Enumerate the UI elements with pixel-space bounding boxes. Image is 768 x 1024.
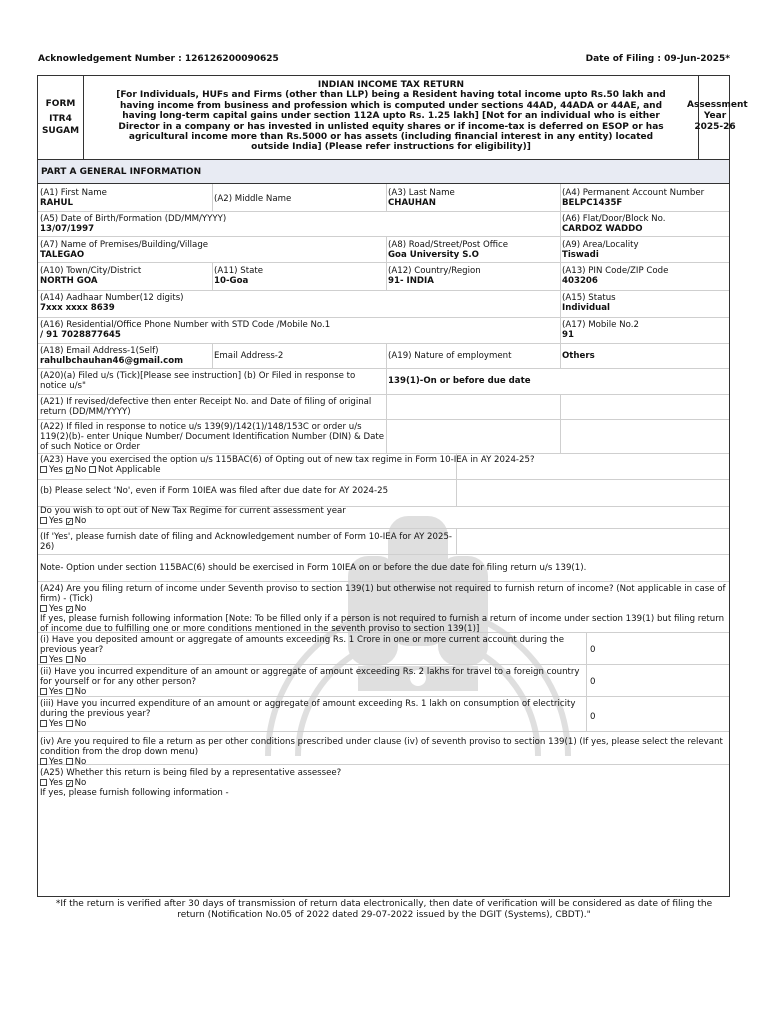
- premises-value: TALEGAO: [40, 250, 85, 260]
- title-line: having long-term capital gains under section 112A upto Rs. 1.25 lakh] [Not for an individual who is either: [122, 111, 660, 122]
- email1-cell: [38, 345, 212, 367]
- condition-ii-options: [40, 687, 584, 697]
- town-cell: [38, 265, 212, 287]
- top-bar: [38, 54, 730, 68]
- field-label: (A19) Nature of employment: [388, 351, 512, 361]
- dob-value: 13/07/1997: [40, 224, 95, 234]
- title-line: agricultural income more than Rs.5000 or has assets (including financial interest in any entity) located: [128, 132, 654, 143]
- ay-label: Year: [703, 111, 727, 121]
- condition-iii-value: 0: [590, 712, 596, 722]
- form-code: ITR4: [49, 114, 72, 124]
- option-label: Yes: [49, 604, 63, 614]
- title-line: having income from business and profession which is computed under sections 44AD, 44ADA or 44AE, and: [119, 100, 663, 111]
- condition-ii-value-cell: [588, 676, 728, 688]
- checkbox-unchecked-icon[interactable]: [40, 517, 47, 524]
- field-label: (A14) Aadhaar Number(12 digits): [40, 293, 184, 303]
- ay-label: Assessment: [687, 100, 748, 110]
- assessment-year: [687, 76, 748, 159]
- filed-under-value: 139(1)-On or before due date: [388, 376, 531, 386]
- field-label: (A24) Are you filing return of income under Seventh proviso to section 139(1) but otherwise not required to furnish return of income? (Not applicable in case of firm) - (Tick): [40, 584, 726, 604]
- checkbox-unchecked-icon[interactable]: [40, 720, 47, 727]
- checkbox-unchecked-icon[interactable]: [89, 466, 96, 473]
- form-title: [84, 76, 699, 159]
- condition-iv-options: [40, 757, 727, 767]
- field-label: (A25) Whether this return is being filed by a representative assessee?: [40, 768, 342, 778]
- field-label: (A17) Mobile No.2: [562, 320, 639, 330]
- form-frame: [37, 75, 748, 897]
- field-label: (A11) State: [214, 266, 263, 276]
- field-label: (A8) Road/Street/Post Office: [388, 240, 509, 250]
- aadhaar-cell: [38, 292, 560, 314]
- a23-cell: [38, 454, 729, 476]
- option-label: No: [74, 604, 87, 614]
- status-value: Individual: [562, 303, 610, 313]
- option-label: Yes: [49, 687, 63, 697]
- road-value: Goa University S.O: [388, 250, 479, 260]
- pan-cell: [560, 187, 729, 209]
- field-label: (A1) First Name: [40, 188, 107, 198]
- footnote: *If the return is verified after 30 days of transmission of return data electronically, then date of verification will be considered as date of filing the return (Notification No.05 of 2022 dated 29-07-2022 issued by the DGIT (Systems), CBDT).": [55, 899, 713, 920]
- field-label: (ii) Have you incurred expenditure of an amount or aggregate of amount exceeding Rs. 2 lakhs for travel to a foreign country for yourself or for any other person?: [40, 667, 580, 687]
- condition-iv-cell: [38, 736, 729, 768]
- a23b-cell: [38, 485, 729, 497]
- pan-value: BELPC1435F: [562, 198, 623, 208]
- employment-value-cell: [560, 350, 729, 362]
- title-line: Director in a company or has invested in unlisted equity shares or if income-tax is deferred on ESOP or has: [118, 121, 664, 132]
- a23-options: [40, 465, 727, 475]
- field-label: (A21) If revised/defective then enter Receipt No. and Date of filing of original return (DD/MM/YYYY): [40, 397, 372, 417]
- mobile2-value: 91: [562, 330, 574, 340]
- date-of-filing: Date of Filing : 09-Jun-2025*: [585, 54, 730, 64]
- middle-name-cell: [212, 193, 386, 205]
- phone-cell: [38, 319, 560, 341]
- option-label: No: [74, 719, 87, 729]
- area-cell: [560, 239, 729, 261]
- field-label: (A15) Status: [562, 293, 616, 303]
- checkbox-checked-icon[interactable]: [66, 780, 73, 787]
- field-label: Do you wish to opt out of New Tax Regime for current assessment year: [40, 506, 346, 516]
- ay-value: 2025-26: [694, 122, 736, 132]
- note-115bac-cell: [38, 562, 729, 574]
- field-label: (A20)(a) Filed u/s (Tick)[Please see instruction] (b) Or Filed in response to notice u/s": [40, 371, 356, 391]
- field-label: (A16) Residential/Office Phone Number with STD Code /Mobile No.1: [40, 320, 331, 330]
- condition-ii-cell: [38, 666, 586, 698]
- condition-iii-options: [40, 719, 584, 729]
- mobile2-cell: [560, 319, 729, 341]
- checkbox-unchecked-icon[interactable]: [40, 656, 47, 663]
- country-cell: [386, 265, 560, 287]
- field-label: (A12) Country/Region: [388, 266, 481, 276]
- checkbox-checked-icon[interactable]: [66, 606, 73, 613]
- option-label: Not Applicable: [98, 465, 161, 475]
- pin-cell: [560, 265, 729, 287]
- option-label: No: [74, 655, 87, 665]
- road-cell: [386, 239, 560, 261]
- checkbox-unchecked-icon[interactable]: [40, 779, 47, 786]
- a24-cell: [38, 583, 729, 635]
- checkbox-unchecked-icon[interactable]: [40, 466, 47, 473]
- form-header: [38, 76, 748, 160]
- field-label: (A10) Town/City/District: [40, 266, 142, 276]
- field-label: If yes, please furnish following information [Note: To be filled only if a person is not required to furnish a return of income under section 139(1) but filing return of income due to fulfilling one or more conditions mentioned in the seventh proviso to section 139(1)]: [40, 614, 725, 634]
- option-label: Yes: [49, 719, 63, 729]
- last-name-value: CHAUHAN: [388, 198, 436, 208]
- option-label: Yes: [49, 465, 63, 475]
- part-a-heading: PART A GENERAL INFORMATION: [38, 160, 729, 184]
- checkbox-unchecked-icon[interactable]: [66, 720, 73, 727]
- condition-i-value: 0: [590, 645, 596, 655]
- checkbox-unchecked-icon[interactable]: [66, 688, 73, 695]
- optout-options: [40, 516, 454, 526]
- area-value: Tiswadi: [562, 250, 599, 260]
- option-label: Yes: [49, 778, 63, 788]
- field-label: (A23) Have you exercised the option u/s 115BAC(6) of Opting out of new tax regime in Form 10-IEA in AY 2024-25?: [40, 455, 535, 465]
- optout-cell: [38, 505, 456, 527]
- country-value: 91- INDIA: [388, 276, 434, 286]
- field-label: (A13) PIN Code/ZIP Code: [562, 266, 669, 276]
- field-label: (iii) Have you incurred expenditure of an amount or aggregate of amount exceeding Rs. 1 lakh on consumption of electricity during the previous year?: [40, 699, 576, 719]
- first-name-value: RAHUL: [40, 198, 73, 208]
- email2-cell: [212, 350, 386, 362]
- flat-value: CARDOZ WADDO: [562, 224, 643, 234]
- form-type: SUGAM: [41, 126, 80, 136]
- employment-value: Others: [562, 351, 595, 361]
- field-label: (A4) Permanent Account Number: [562, 188, 705, 198]
- condition-i-options: [40, 655, 584, 665]
- field-label: If yes, please furnish following information -: [40, 788, 229, 798]
- form-label: FORM: [45, 99, 76, 109]
- notice-cell: [38, 421, 386, 453]
- condition-i-value-cell: [588, 644, 728, 656]
- field-label: (b) Please select 'No', even if Form 10IEA was filed after due date for AY 2024-25: [40, 486, 389, 496]
- form-name: [38, 76, 84, 159]
- a25-options: [40, 778, 727, 788]
- aadhaar-value: 7xxx xxxx 8639: [40, 303, 115, 313]
- premises-cell: [38, 239, 386, 261]
- field-label: (A18) Email Address-1(Self): [40, 346, 159, 356]
- last-name-cell: [386, 187, 560, 209]
- option-label: No: [74, 687, 87, 697]
- condition-iii-cell: [38, 698, 586, 730]
- field-label: Note- Option under section 115BAC(6) should be exercised in Form 10IEA on or before the due date for filing return u/s 139(1).: [40, 563, 587, 573]
- field-label: Email Address-2: [214, 351, 284, 361]
- phone-value: / 91 7028877645: [40, 330, 121, 340]
- field-label: (i) Have you deposited amount or aggregate of amounts exceeding Rs. 1 Crore in one or more current account during the previous year?: [40, 635, 565, 655]
- pin-value: 403206: [562, 276, 598, 286]
- checkbox-unchecked-icon[interactable]: [40, 758, 47, 765]
- field-label: (iv) Are you required to file a return as per other conditions prescribed under clause (iv) of seventh proviso to section 139(1) (If yes, please select the relevant condition from the drop down menu): [40, 737, 723, 757]
- option-label: Yes: [49, 516, 63, 526]
- condition-i-cell: [38, 634, 586, 666]
- field-label: (A5) Date of Birth/Formation (DD/MM/YYYY): [40, 214, 227, 224]
- option-label: Yes: [49, 757, 63, 767]
- field-label: (A3) Last Name: [388, 188, 455, 198]
- condition-ii-value: 0: [590, 677, 596, 687]
- field-label: (A6) Flat/Door/Block No.: [562, 214, 666, 224]
- option-label: No: [74, 778, 87, 788]
- field-label: (If 'Yes', please furnish date of filing and Acknowledgement number of Form 10-IEA for AY 2025-26): [40, 532, 453, 552]
- employment-cell: [386, 350, 560, 362]
- option-label: Yes: [49, 655, 63, 665]
- a24-options: [40, 604, 727, 614]
- title-line: INDIAN INCOME TAX RETURN: [317, 80, 465, 90]
- field-label: (A2) Middle Name: [214, 194, 292, 204]
- revised-return-cell: [38, 396, 386, 418]
- acknowledgement-number: Acknowledgement Number : 126126200090625: [38, 54, 279, 64]
- state-value: 10-Goa: [214, 276, 249, 286]
- email1-value: rahulbchauhan46@gmail.com: [40, 356, 184, 366]
- first-name-cell: [38, 187, 212, 209]
- state-cell: [212, 265, 386, 287]
- filed-under-value-cell: [386, 375, 729, 387]
- option-label: No: [74, 516, 87, 526]
- checkbox-unchecked-icon[interactable]: [66, 656, 73, 663]
- form10iea-cell: [38, 531, 456, 553]
- checkbox-unchecked-icon[interactable]: [40, 688, 47, 695]
- field-label: (A7) Name of Premises/Building/Village: [40, 240, 209, 250]
- a25-cell: [38, 767, 729, 799]
- checkbox-unchecked-icon[interactable]: [66, 758, 73, 765]
- status-cell: [560, 292, 729, 314]
- dob-cell: [38, 213, 560, 235]
- checkbox-checked-icon[interactable]: [66, 467, 73, 474]
- filed-under-cell: [38, 370, 386, 392]
- condition-iii-value-cell: [588, 711, 728, 723]
- checkbox-unchecked-icon[interactable]: [40, 605, 47, 612]
- field-label: (A9) Area/Locality: [562, 240, 639, 250]
- field-label: (A22) If filed in response to notice u/s 139(9)/142(1)/148/153C or order u/s 119(2)(b)- enter Unique Number/ Document Identification Number (DIN) & Date of such Notice or Order: [40, 422, 384, 452]
- title-line: outside India] (Please refer instructions for eligibility)]: [251, 142, 531, 153]
- title-line: [For Individuals, HUFs and Firms (other than LLP) being a Resident having total income upto Rs.50 lakh and: [116, 90, 666, 101]
- flat-cell: [560, 213, 729, 235]
- town-value: NORTH GOA: [40, 276, 98, 286]
- checkbox-checked-icon[interactable]: [66, 518, 73, 525]
- option-label: No: [74, 757, 87, 767]
- option-label: No: [74, 465, 87, 475]
